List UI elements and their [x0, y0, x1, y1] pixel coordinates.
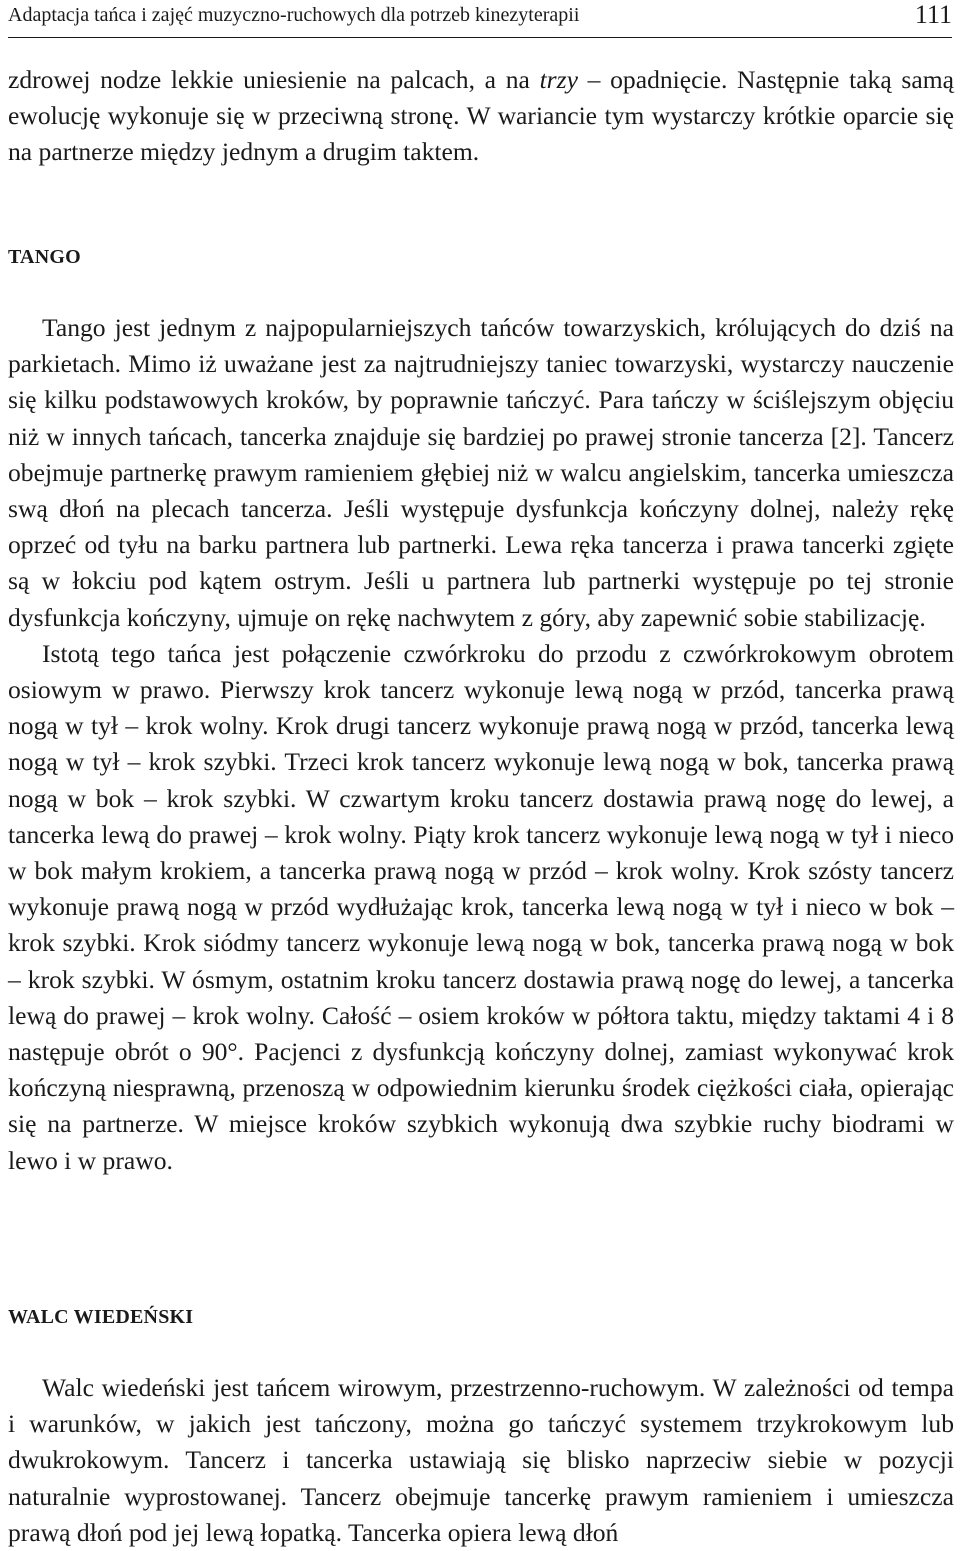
walc-section-body — [8, 1370, 954, 1551]
walc-paragraph-1: Walc wiedeński jest tańcem wirowym, przestrzenno-ruchowym. W zależności od tempa i warunków, w jakich jest tańczony, można go tańczyć systemem trzykrokowym lub dwukrokowym. Tancerz i tancerka ustawiają się blisko naprzeciw siebie w pozycji naturalnie wyprostowanej. Tancerz obejmuje tancerkę prawym ramieniem i umieszcza prawą dłoń pod jej lewą łopatką. Tancerka opiera lewą dłoń — [8, 1373, 954, 1547]
intro-text-start: zdrowej nodze lekkie uniesienie na palcach, a na — [8, 65, 540, 94]
header-divider — [8, 37, 952, 38]
running-header-title: Adaptacja tańca i zajęć muzyczno-ruchowych dla potrzeb kinezyterapii — [8, 4, 580, 26]
intro-italic-word: trzy — [539, 65, 578, 94]
intro-paragraph-block — [8, 62, 954, 171]
section-heading-tango: TANGO — [8, 246, 81, 268]
tango-paragraph-1: Tango jest jednym z najpopularniejszych tańców towarzyskich, królujących do dziś na parkietach. Mimo iż uważane jest za najtrudniejszy taniec towarzyski, wystarczy nauczenie się kilku podstawowych kroków, by poprawnie tańczyć. Para tańczy w ściślejszym objęciu niż w innych tańcach, tancerka znajduje się bardziej po prawej stronie tancerza [2]. Tancerz obejmuje partnerkę prawym ramieniem głębiej niż w walcu angielskim, tancerka umieszcza swą dłoń na plecach tancerza. Jeśli występuje dysfunkcja kończyny dolnej, należy rękę oprzeć od tyłu na barku partnera lub partnerki. Lewa ręka tancerza i prawa tancerki zgięte są w łokciu pod kątem ostrym. Jeśli u partnera lub partnerki występuje po tej stronie dysfunkcja kończyny, ujmuje on rękę nachwytem z góry, aby zapewnić sobie stabilizację. — [8, 313, 954, 632]
section-heading-walc-wiedenski: WALC WIEDEŃSKI — [8, 1306, 194, 1328]
tango-paragraph-2: Istotą tego tańca jest połączenie czwórkroku do przodu z czwórkrokowym obrotem osiowym w prawo. Pierwszy krok tancerz wykonuje lewą nogą w przód, tancerka prawą nogą w tył – krok wolny. Krok drugi tancerz wykonuje prawą nogą w przód, tancerka lewą nogą w tył – krok szybki. Trzeci krok tancerz wykonuje lewą nogą w bok, tancerka prawą nogą w bok – krok szybki. W czwartym kroku tancerz dostawia prawą nogę do lewej, a tancerka lewą do prawej – krok wolny. Piąty krok tancerz wykonuje lewą nogą w tył i nieco w bok małym krokiem, a tancerka prawą nogą w przód – krok wolny. Krok szósty tancerz wykonuje prawą nogą w przód wydłużając krok, tancerka lewą nogą w tył i nieco w bok – krok szybki. Krok siódmy tancerz wykonuje lewą nogą w bok, tancerka prawą nogą w bok – krok szybki. W ósmym, ostatnim kroku tancerz dostawia prawą nogę do lewej, a tancerka lewą do prawej – krok wolny. Całość – osiem kroków w półtora taktu, między taktami 4 i 8 następuje obrót o 90°. Pacjenci z dysfunkcją kończyny dolnej, zamiast wykonywać krok kończyną niesprawną, przenoszą w odpowiednim kierunku środek ciężkości ciała, opierając się na partnerze. W miejsce kroków szybkich wykonują dwa szybkie ruchy biodrami w lewo i w prawo. — [8, 638, 954, 1175]
tango-section-body — [8, 310, 954, 1179]
running-header — [8, 0, 952, 30]
intro-text-end: – opadnięcie. Następnie taką samą ewolucję wykonuje się w przeciwną stronę. W wariancie tym wystarczy krótkie oparcie się na partnerze między jednym a drugim taktem. — [8, 65, 954, 167]
intro-paragraph — [8, 62, 954, 171]
page-number: 111 — [914, 0, 952, 29]
